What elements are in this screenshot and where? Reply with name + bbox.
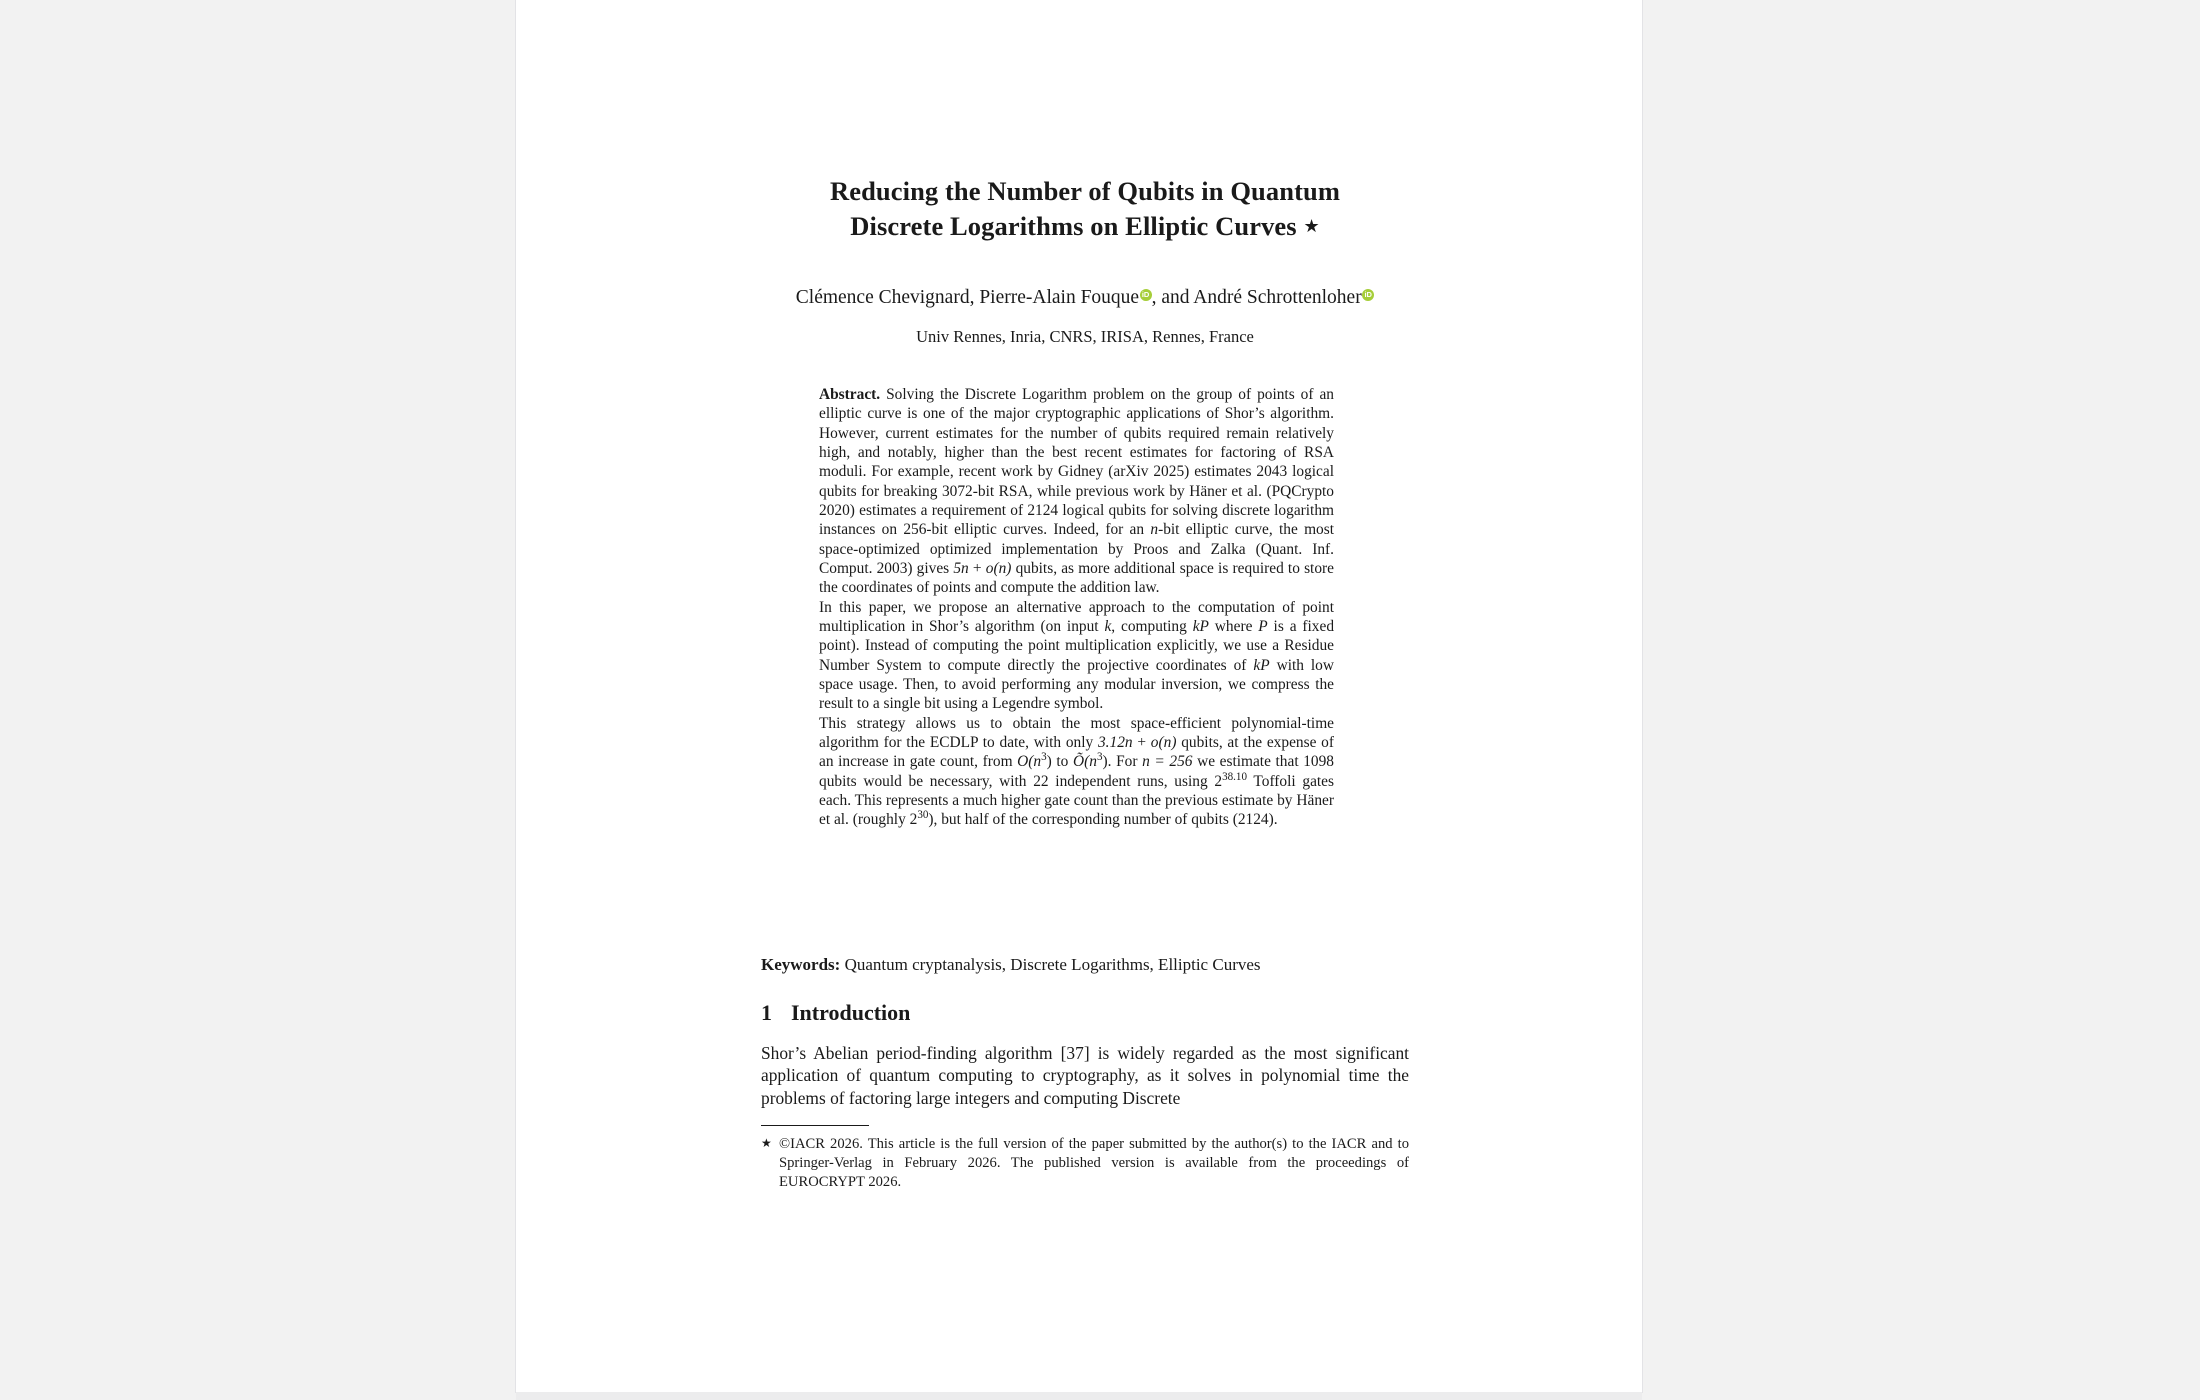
author-names-first: Clémence Chevignard, Pierre-Alain Fouque bbox=[795, 287, 1140, 308]
footnote-text: IACR 2026. This article is the full version of the paper submitted by the author(s) to the IACR and to Springer-Verlag in February 2026. The published version is available from the proceedings of EUROCRYPT 2026. bbox=[779, 1136, 1409, 1190]
abstract-p3-e: we estimate that 1098 qubits would be necessary, with 22 independent runs, using 2 bbox=[819, 753, 1334, 790]
orcid-icon-schrottenloher[interactable] bbox=[1362, 289, 1374, 301]
footnote-text-wrapper bbox=[779, 1135, 1409, 1191]
author-list bbox=[761, 285, 1409, 310]
abstract-p2-math-kp: kP bbox=[1192, 617, 1209, 635]
abstract-paragraph-3 bbox=[819, 714, 1334, 830]
abstract-p3-b: qubits, at the expense of an increase in gate count, from bbox=[819, 733, 1334, 771]
section-heading-introduction bbox=[761, 1000, 1409, 1026]
abstract-heading: Abstract. bbox=[819, 386, 881, 403]
abstract-p2-math-k: k bbox=[1104, 617, 1112, 635]
footnote-star-icon: ★ bbox=[761, 1136, 772, 1150]
abstract-p1-a: Solving the Discrete Logarithm problem on the group of points of an elliptic curve is one of the major cryptographic applications of Shor’s algorithm. However, current estimates for the number of qubits required remain relatively high, and notably, higher than the best recent estimates for factoring of RSA moduli. For example, recent work by Gidney (arXiv 2025) estimates 2043 logical qubits for breaking 3072-bit RSA, while previous work by Häner et al. (PQCrypto 2020) estimates a requirement of 2124 logical qubits for solving discrete logarithm instances on 256-bit elliptic curves. Indeed, for an bbox=[819, 386, 1334, 539]
abstract-p1-formula-5n: 5n bbox=[953, 559, 969, 577]
abstract-p1-b: -bit elliptic curve, the most space-optimized optimized implementation by Proos and Zalka (Quant. Inf. Comput. 2003) gives bbox=[819, 521, 1335, 577]
footnote bbox=[761, 1135, 1409, 1191]
orcid-icon-fouque[interactable] bbox=[1140, 289, 1152, 301]
document-page bbox=[516, 0, 1642, 1392]
page-bottom-edge bbox=[516, 1392, 1642, 1400]
abstract-p1-formula-plus: + bbox=[968, 559, 986, 577]
abstract-p3-bigo-exp: 3 bbox=[1041, 751, 1047, 764]
abstract-p3-d: . For bbox=[1107, 753, 1143, 771]
copyright-icon: © bbox=[779, 1136, 791, 1152]
abstract-paragraph-1 bbox=[819, 385, 1334, 598]
abstract-p2-math-kp2: kP bbox=[1253, 656, 1270, 674]
abstract-p2-a: In this paper, we propose an alternative approach to the computation of point multiplication in Shor’s algorithm (on input bbox=[819, 598, 1334, 635]
keywords bbox=[761, 955, 1409, 975]
abstract-p3-c: to bbox=[1051, 753, 1073, 771]
title-line-2-text: Discrete Logarithms on Elliptic Curves bbox=[850, 210, 1297, 241]
abstract-p3-bigo: O bbox=[1017, 753, 1029, 771]
abstract-paragraph-2 bbox=[819, 598, 1334, 714]
abstract-p3-exp-toffoli: 38.10 bbox=[1222, 770, 1247, 783]
abstract-p2-d: is a fixed point). Instead of computing the point multiplication explicitly, we use a Residue Number System to compute directly the projective coordinates of bbox=[819, 617, 1335, 674]
section-number: 1 bbox=[761, 1000, 772, 1025]
abstract-p2-math-p: P bbox=[1258, 617, 1268, 635]
abstract-p3-formula-on: o(n) bbox=[1150, 733, 1177, 751]
page-title bbox=[761, 174, 1409, 244]
abstract-p3-tildeo-close: ) bbox=[1102, 753, 1108, 771]
section-title: Introduction bbox=[791, 1000, 911, 1025]
title-line-1: Reducing the Number of Qubits in Quantum bbox=[829, 176, 1341, 206]
keywords-text: Quantum cryptanalysis, Discrete Logarithms, Elliptic Curves bbox=[840, 955, 1261, 974]
abstract-p2-e: with low space usage. Then, to avoid performing any modular inversion, we compress the result to a single bit using a Legendre symbol. bbox=[819, 656, 1334, 713]
abstract-p3-exp-haner: 30 bbox=[917, 809, 929, 822]
abstract-p1-formula-on: o(n) bbox=[985, 559, 1012, 577]
abstract-p3-tildeo-arg: (n bbox=[1084, 753, 1097, 771]
abstract-p3-bigo-close: ) bbox=[1046, 753, 1052, 771]
footnote-separator-rule bbox=[761, 1125, 869, 1126]
abstract-p3-formula-312n: 3.12n bbox=[1097, 733, 1133, 751]
introduction-paragraph: Shor’s Abelian period-finding algorithm [37] is widely regarded as the most significant application of quantum computing to cryptography, as it solves in polynomial time the problems of factoring large integers and computing Discrete bbox=[761, 1043, 1409, 1108]
abstract-block bbox=[819, 385, 1334, 830]
keywords-heading: Keywords: bbox=[761, 955, 841, 974]
abstract-p3-formula-plus: + bbox=[1132, 733, 1151, 751]
introduction-body bbox=[761, 1042, 1409, 1109]
abstract-p3-tildeo-exp: 3 bbox=[1096, 751, 1103, 764]
abstract-p2-b: , computing bbox=[1111, 617, 1193, 635]
title-line-2 bbox=[761, 209, 1409, 244]
abstract-p3-g: ), but half of the corresponding number of qubits (2124). bbox=[928, 811, 1278, 829]
title-footnote-star-icon: ★ bbox=[1303, 215, 1320, 236]
abstract-p3-bigo-arg: (n bbox=[1028, 753, 1042, 771]
abstract-p3-a: This strategy allows us to obtain the most space-efficient polynomial-time algorithm for the ECDLP to date, with only bbox=[819, 714, 1334, 751]
author-names-second: , and André Schrottenloher bbox=[1151, 287, 1362, 308]
abstract-p2-c: where bbox=[1208, 617, 1259, 635]
abstract-p3-math-n-eq: n = 256 bbox=[1142, 753, 1193, 771]
abstract-p1-c: qubits, as more additional space is required to store the coordinates of points and compute the addition law. bbox=[819, 559, 1334, 597]
abstract-p3-f: Toffoli gates each. This represents a much higher gate count than the previous estimate by Häner et al. (roughly 2 bbox=[819, 772, 1335, 829]
abstract-p3-tildeo: Õ bbox=[1072, 753, 1085, 771]
abstract-p1-math-n: n bbox=[1150, 521, 1159, 539]
affiliation: Univ Rennes, Inria, CNRS, IRISA, Rennes, France bbox=[916, 327, 1254, 346]
